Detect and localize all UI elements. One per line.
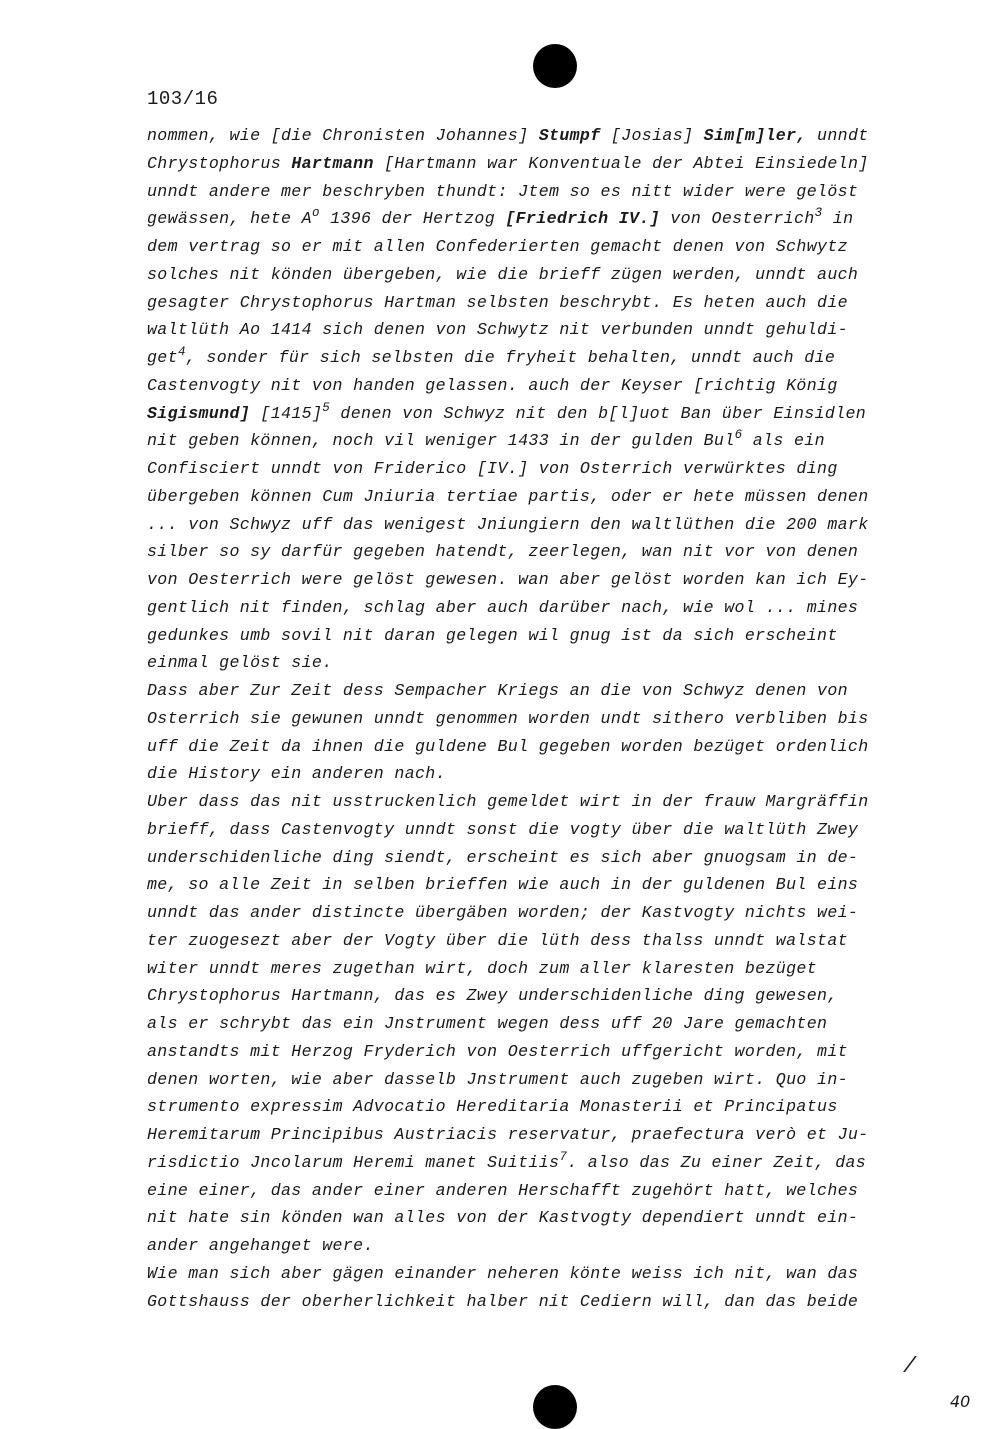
text-segment: in (822, 209, 854, 229)
text-segment: silber so sy darfür gegeben hatendt, zeerlegen, wan nit vor von denen (147, 542, 859, 562)
text-segment: Wie man sich aber gägen einander neheren könte weiss ich nit, wan das (147, 1263, 859, 1283)
text-segment: uff die Zeit da ihnen die guldene Bul gegeben worden bezüget ordenlich (147, 736, 869, 756)
text-segment: risdictio Jncolarum Heremi manet Suitiis (147, 1152, 560, 1172)
page-number: 103/16 (147, 88, 219, 110)
text-segment: Osterrich sie gewunen unndt genommen worden undt sithero verbliben bis (147, 708, 869, 728)
text-segment: nit hate sin könden wan alles von der Kastvogty dependiert unndt ein- (147, 1208, 859, 1228)
text-segment: [Hartmann war Konventuale der Abtei Einsiedeln] (373, 153, 869, 173)
text-line (147, 816, 917, 844)
text-segment: von Oesterrich were gelöst gewesen. wan aber gelöst worden kan ich Ey- (147, 570, 869, 589)
text-segment: eine einer, das ander einer anderen Herschafft zugehört hatt, welches (147, 1180, 859, 1200)
text-line (147, 733, 917, 761)
text-segment: nommen, wie [die Chronisten Johannes] (147, 126, 539, 145)
text-segment: von Oesterrich (659, 209, 815, 229)
text-segment: brieff, dass Castenvogty unndt sonst die vogty über die waltlüth Zwey (147, 819, 859, 839)
text-segment: einmal gelöst sie. (147, 653, 333, 673)
text-segment: gentlich nit finden, schlag aber auch darüber nach, wie wol ... mines (147, 597, 859, 617)
text-line (147, 1288, 917, 1316)
margin-mark: / (903, 1354, 917, 1379)
text-line (147, 538, 917, 566)
text-line (147, 955, 917, 983)
text-segment: . also das Zu einer Zeit, das (567, 1152, 867, 1172)
text-line (147, 344, 917, 372)
text-line (147, 705, 917, 733)
text-segment: übergeben können Cum Jniuria tertiae partis, oder er hete müssen denen (147, 486, 869, 506)
text-segment: ter zuogesezt aber der Vogty über die lüth dess thalss unndt walstat (147, 930, 848, 950)
text-line (147, 871, 917, 899)
text-line (147, 1093, 917, 1121)
text-line (147, 205, 917, 233)
text-segment: denen worten, wie aber dasselb Jnstrument auch zugeben wirt. Quo in- (147, 1069, 848, 1089)
text-line (147, 316, 917, 344)
text-line (147, 622, 917, 650)
text-line (147, 677, 917, 705)
text-line (147, 483, 917, 511)
text-line (147, 788, 917, 816)
text-line (147, 289, 917, 317)
text-line (147, 899, 917, 927)
text-segment: solches nit könden übergeben, wie die brieff zügen werden, unndt auch (147, 264, 859, 284)
text-line (147, 400, 917, 428)
text-segment: [1415] (250, 403, 323, 423)
text-segment: Confisciert unndt von Friderico [IV.] von Osterrich verwürktes ding (147, 459, 838, 478)
text-line (147, 372, 917, 400)
punch-hole-bottom (533, 1385, 577, 1429)
text-line (147, 511, 917, 539)
footnote-ref: o (311, 206, 320, 221)
text-segment: gewässen, hete A (147, 209, 312, 229)
bold-name: [Friedrich IV.] (505, 209, 660, 229)
text-segment: Dass aber Zur Zeit dess Sempacher Kriegs an die von Schwyz denen von (147, 681, 848, 700)
text-segment: als er schrybt das ein Jnstrument wegen dess uff 20 Jare gemachten (147, 1014, 828, 1033)
document-body (147, 122, 917, 1315)
text-segment: gedunkes umb sovil nit daran gelegen wil gnug ist da sich erscheint (147, 625, 838, 645)
text-line (147, 1177, 917, 1205)
text-line (147, 1149, 917, 1177)
text-line (147, 760, 917, 788)
text-segment: denen von Schwyz nit den b[l]uot Ban über Einsidlen (330, 403, 867, 423)
text-segment: unndt andere mer beschryben thundt: Jtem so es nitt wider were gelöst (147, 181, 859, 201)
text-line (147, 927, 917, 955)
text-segment: nit geben können, noch vil weniger 1433 in der gulden Bul (147, 431, 735, 451)
text-segment: als ein (742, 431, 825, 451)
footnote-ref: 5 (322, 400, 331, 415)
text-segment: , sonder für sich selbsten die fryheit behalten, unndt auch die (185, 348, 836, 367)
text-line (147, 1010, 917, 1038)
text-segment: witer unndt meres zugethan wirt, doch zum aller klaresten bezüget (147, 958, 818, 978)
text-line (147, 1232, 917, 1260)
text-segment: Heremitarum Principibus Austriacis reservatur, praefectura verò et Ju- (147, 1125, 869, 1144)
footnote-ref: 6 (734, 428, 743, 443)
text-line (147, 178, 917, 206)
text-segment: me, so alle Zeit in selben brieffen wie auch in der guldenen Bul eins (147, 875, 859, 895)
text-segment: Gottshauss der oberherlichkeit halber nit Cediern will, dan das beide (147, 1291, 859, 1311)
text-segment: gesagter Chrystophorus Hartman selbsten beschrybt. Es heten auch die (147, 292, 848, 312)
bold-name: Sim[m]ler, (703, 126, 807, 145)
text-segment: [Josias] (600, 126, 704, 145)
text-line (147, 122, 917, 150)
text-segment: 1396 der Hertzog (319, 209, 506, 229)
text-line (147, 261, 917, 289)
text-segment: Chrystophorus Hartmann, das es Zwey underschidenliche ding gewesen, (147, 986, 838, 1006)
text-segment: die History ein anderen nach. (147, 764, 446, 784)
text-segment: anstandts mit Herzog Fryderich von Oesterrich uffgericht worden, mit (147, 1041, 848, 1061)
text-line (147, 1066, 917, 1094)
text-line (147, 1038, 917, 1066)
text-segment: waltlüth Ao 1414 sich denen von Schwytz nit verbunden unndt gehuldi- (147, 320, 848, 340)
text-line (147, 1204, 917, 1232)
text-line (147, 150, 917, 178)
text-segment: underschidenliche ding siendt, erscheint es sich aber gnuogsam in de- (147, 847, 859, 867)
footnote-ref: 4 (177, 345, 186, 359)
text-segment: dem vertrag so er mit allen Confederierten gemacht denen von Schwytz (147, 237, 848, 256)
text-line (147, 455, 917, 483)
text-line (147, 594, 917, 622)
footnote-ref: 7 (559, 1149, 568, 1164)
bold-name: Stumpf (538, 126, 601, 145)
text-segment: ... von Schwyz uff das wenigest Jniungiern den waltlüthen die 200 mark (147, 514, 869, 534)
bold-name: Hartmann (291, 153, 374, 173)
text-segment: Castenvogty nit von handen gelassen. auch der Keyser [richtig König (147, 375, 838, 395)
folio-number: 40 (950, 1392, 971, 1411)
text-segment: Uber dass das nit usstruckenlich gemeldet wirt in der frauw Margräffin (147, 792, 869, 811)
text-line (147, 982, 917, 1010)
text-line (147, 1121, 917, 1149)
text-segment: get (147, 348, 178, 367)
text-segment: strumento expressim Advocatio Hereditaria Monasterii et Principatus (147, 1097, 838, 1117)
text-line (147, 566, 917, 594)
text-line (147, 427, 917, 455)
text-line (147, 844, 917, 872)
footnote-ref: 3 (814, 206, 823, 221)
text-segment: ander angehanget were. (147, 1236, 374, 1255)
punch-hole-top (533, 44, 577, 88)
text-segment: unndt das ander distincte übergäben worden; der Kastvogty nichts wei- (147, 903, 859, 922)
text-line (147, 649, 917, 677)
text-segment: unndt (806, 126, 869, 145)
bold-name: Sigismund] (147, 403, 251, 423)
text-line (147, 233, 917, 261)
text-line (147, 1260, 917, 1288)
text-segment: Chrystophorus (147, 153, 292, 173)
